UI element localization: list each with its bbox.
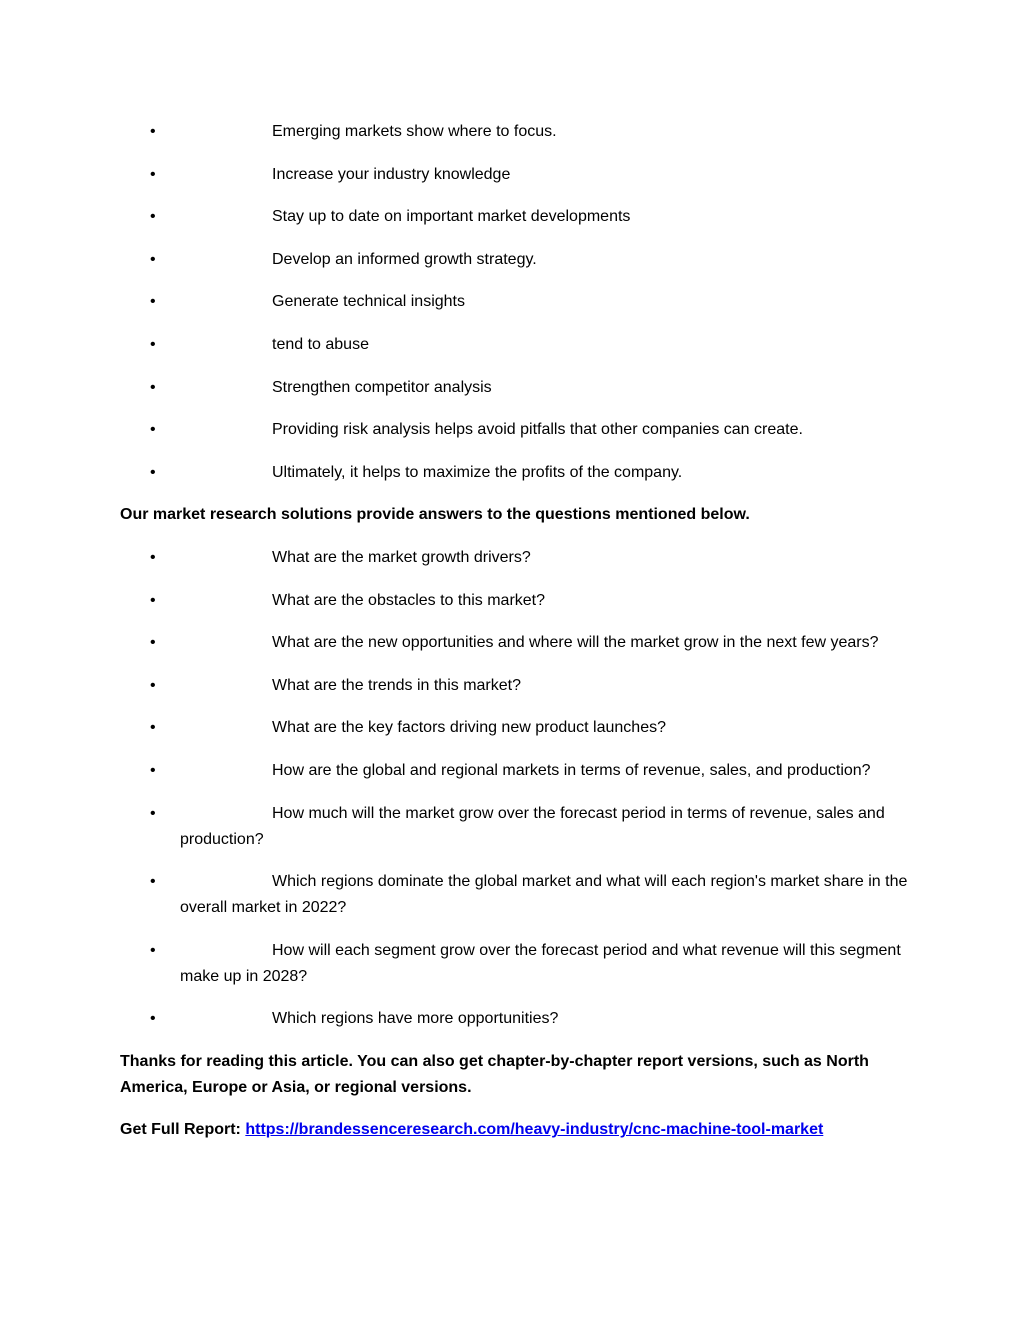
list-item-text: Which regions have more opportunities? <box>272 1010 559 1028</box>
bullet-icon: • <box>150 804 156 822</box>
list-item-text: How will each segment grow over the forecast period and what revenue will this segment make up in 2028? <box>180 941 901 985</box>
bullet-icon: • <box>150 634 156 652</box>
list-item-text: Emerging markets show where to focus. <box>272 123 557 140</box>
bullet-icon: • <box>150 1010 156 1028</box>
bullet-icon: • <box>150 335 156 353</box>
list-item <box>120 417 910 443</box>
list-item <box>120 247 910 273</box>
list-item <box>120 204 910 230</box>
bullet-icon: • <box>150 941 156 959</box>
bullet-icon: • <box>150 548 156 566</box>
list-item <box>120 119 910 145</box>
list-item-text: Increase your industry knowledge <box>272 165 511 183</box>
list-item <box>120 1006 910 1032</box>
full-report-line <box>120 1117 910 1143</box>
list-item-text: What are the key factors driving new product launches? <box>272 719 666 737</box>
questions-heading: Our market research solutions provide answers to the questions mentioned below. <box>120 506 750 524</box>
list-item-text: How are the global and regional markets in terms of revenue, sales, and production? <box>272 761 871 779</box>
list-item <box>120 630 910 656</box>
list-item-text: Providing risk analysis helps avoid pitfalls that other companies can create. <box>272 421 803 439</box>
benefits-list <box>120 119 910 486</box>
list-item <box>120 375 910 401</box>
bullet-icon: • <box>150 250 156 268</box>
list-item <box>120 332 910 358</box>
full-report-link[interactable]: https://brandessenceresearch.com/heavy-industry/cnc-machine-tool-market <box>245 1121 824 1139</box>
bullet-icon: • <box>150 761 156 779</box>
list-item-text: Strengthen competitor analysis <box>272 378 492 396</box>
list-item-text: Generate technical insights <box>272 293 465 311</box>
list-item <box>120 460 910 486</box>
list-item-text: Develop an informed growth strategy. <box>272 250 537 268</box>
list-item-text: How much will the market grow over the forecast period in terms of revenue, sales and production? <box>180 804 885 848</box>
list-item <box>120 869 910 921</box>
full-report-label: Get Full Report: <box>120 1121 241 1139</box>
list-item-text: Which regions dominate the global market and what will each region's market share in the overall market in 2022? <box>180 873 908 917</box>
list-item <box>120 758 910 784</box>
bullet-icon: • <box>150 463 156 481</box>
bullet-icon: • <box>150 421 156 439</box>
bullet-icon: • <box>150 293 156 311</box>
list-item <box>120 545 910 571</box>
list-item <box>120 289 910 315</box>
bullet-icon: • <box>150 208 156 226</box>
bullet-icon: • <box>150 591 156 609</box>
bullet-icon: • <box>150 378 156 396</box>
list-item <box>120 801 910 853</box>
document-content <box>120 119 910 1160</box>
list-item <box>120 673 910 699</box>
list-item-text: What are the market growth drivers? <box>272 548 531 566</box>
list-item <box>120 715 910 741</box>
bullet-icon: • <box>150 165 156 183</box>
bullet-icon: • <box>150 123 156 140</box>
list-item-text: Stay up to date on important market developments <box>272 208 631 226</box>
list-item-text: What are the new opportunities and where will the market grow in the next few years? <box>272 634 879 652</box>
bullet-icon: • <box>150 676 156 694</box>
closing-paragraph: Thanks for reading this article. You can also get chapter-by-chapter report versions, such as North America, Europe or Asia, or regional versions. <box>120 1052 869 1096</box>
bullet-icon: • <box>150 719 156 737</box>
list-item-text: tend to abuse <box>272 335 369 353</box>
list-item-text: Ultimately, it helps to maximize the profits of the company. <box>272 463 683 481</box>
list-item <box>120 588 910 614</box>
list-item-text: What are the trends in this market? <box>272 676 521 694</box>
list-item <box>120 938 910 990</box>
list-item <box>120 162 910 188</box>
bullet-icon: • <box>150 873 156 891</box>
list-item-text: What are the obstacles to this market? <box>272 591 546 609</box>
questions-list <box>120 545 910 1032</box>
